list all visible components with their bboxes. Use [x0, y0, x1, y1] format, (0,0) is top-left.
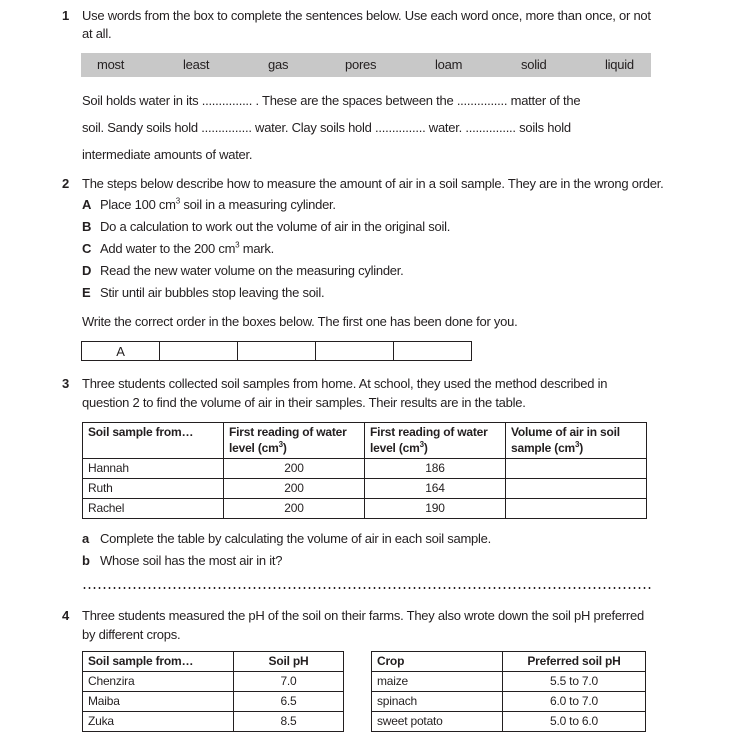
- table-row: [83, 499, 647, 519]
- q3-intro-line1: Three students collected soil samples from home. At school, they used the method described in: [82, 376, 608, 391]
- table-cell: Chenzira: [83, 672, 234, 692]
- q1-sentence-line1[interactable]: Soil holds water in its ............... . These are the spaces between the ............... matter of the: [82, 93, 581, 108]
- q3-number: 3: [62, 376, 69, 391]
- order-box-5[interactable]: [394, 342, 472, 361]
- table-cell: 5.0 to 6.0: [503, 712, 646, 732]
- word-box-item: most: [97, 57, 125, 72]
- table-header: First reading of water level $(cm^3)$: [224, 423, 365, 459]
- answer-cell[interactable]: [506, 499, 647, 519]
- word-box: [81, 53, 651, 77]
- q1-instruction-line2: at all.: [82, 26, 112, 41]
- table-cell: 200: [224, 499, 365, 519]
- q2-step-e: E Stir until air bubbles stop leaving the soil.: [82, 285, 325, 300]
- answer-cell[interactable]: [506, 479, 647, 499]
- table-header: Soil sample from…: [83, 423, 224, 459]
- order-box-2[interactable]: [160, 342, 238, 361]
- table-cell: Zuka: [83, 712, 234, 732]
- word-box-item: loam: [435, 57, 463, 72]
- air-volume-table: [82, 422, 647, 519]
- table-row: [83, 479, 647, 499]
- table-cell: 6.5: [234, 692, 344, 712]
- word-box-item: least: [183, 57, 210, 72]
- q1-sentence-line2[interactable]: soil. Sandy soils hold ............... water. Clay soils hold ............... water. ............... soils hold: [82, 120, 571, 135]
- table-header: Soil pH: [234, 652, 344, 672]
- q3-part-a: a Complete the table by calculating the volume of air in each soil sample.: [82, 531, 491, 546]
- order-box-4[interactable]: [316, 342, 394, 361]
- q1-sentence-line3: intermediate amounts of water.: [82, 147, 253, 162]
- q2-number: 2: [62, 176, 69, 191]
- word-box-item: pores: [345, 57, 377, 72]
- q3-part-b: b Whose soil has the most air in it?: [82, 553, 283, 568]
- q1-instruction-line1: Use words from the box to complete the sentences below. Use each word once, more than once, or not: [82, 8, 651, 23]
- q1-number: 1: [62, 8, 69, 23]
- table-cell: sweet potato: [372, 712, 503, 732]
- q2-instruction: The steps below describe how to measure the amount of air in a soil sample. They are in the wrong order.: [82, 176, 664, 191]
- table-header: Volume of air in soil sample $(cm^3)$: [506, 423, 647, 459]
- table-header-row: [83, 423, 647, 459]
- table-cell: spinach: [372, 692, 503, 712]
- q2-step-d: D Read the new water volume on the measuring cylinder.: [82, 263, 404, 278]
- table-header: Preferred soil pH: [503, 652, 646, 672]
- table-cell: Ruth: [83, 479, 224, 499]
- q2-step-a: A Place 100 $cm^3$ soil in a measuring cylinder.: [82, 196, 336, 212]
- table-row: [83, 712, 344, 732]
- table-header: First reading of water level $(cm^3)$: [365, 423, 506, 459]
- q2-order-instruction: Write the correct order in the boxes below. The first one has been done for you.: [82, 314, 518, 329]
- soil-ph-table: [82, 651, 344, 732]
- table-cell: Hannah: [83, 459, 224, 479]
- table-row: [83, 459, 647, 479]
- q3-intro-line2: question 2 to find the volume of air in their samples. Their results are in the table.: [82, 395, 526, 410]
- word-box-item: solid: [521, 57, 547, 72]
- order-box-3[interactable]: [238, 342, 316, 361]
- table-header: Soil sample from…: [83, 652, 234, 672]
- table-cell: 7.0: [234, 672, 344, 692]
- table-cell: 8.5: [234, 712, 344, 732]
- order-box-1: A: [82, 342, 160, 361]
- table-row: [372, 672, 646, 692]
- table-header-row: [372, 652, 646, 672]
- q2-step-b: B Do a calculation to work out the volume of air in the original soil.: [82, 219, 451, 234]
- table-cell: 164: [365, 479, 506, 499]
- table-cell: 186: [365, 459, 506, 479]
- answer-cell[interactable]: [506, 459, 647, 479]
- answer-dotted-line[interactable]: [82, 587, 652, 589]
- table-row: [372, 692, 646, 712]
- table-row: [83, 692, 344, 712]
- table-cell: 5.5 to 7.0: [503, 672, 646, 692]
- q4-intro-line2: by different crops.: [82, 627, 181, 642]
- q4-intro-line1: Three students measured the pH of the soil on their farms. They also wrote down the soil pH preferred: [82, 608, 644, 623]
- table-row: [372, 712, 646, 732]
- word-box-item: liquid: [605, 57, 634, 72]
- table-cell: 6.0 to 7.0: [503, 692, 646, 712]
- table-row: [83, 672, 344, 692]
- table-cell: 200: [224, 479, 365, 499]
- table-header: Crop: [372, 652, 503, 672]
- table-cell: Maiba: [83, 692, 234, 712]
- table-cell: maize: [372, 672, 503, 692]
- table-cell: 200: [224, 459, 365, 479]
- crop-ph-table: [371, 651, 646, 732]
- word-box-item: gas: [268, 57, 289, 72]
- order-boxes: [81, 341, 472, 361]
- table-cell: Rachel: [83, 499, 224, 519]
- table-cell: 190: [365, 499, 506, 519]
- q4-number: 4: [62, 608, 69, 623]
- table-header-row: [83, 652, 344, 672]
- q2-step-c: C Add water to the 200 $cm^3$ mark.: [82, 240, 274, 256]
